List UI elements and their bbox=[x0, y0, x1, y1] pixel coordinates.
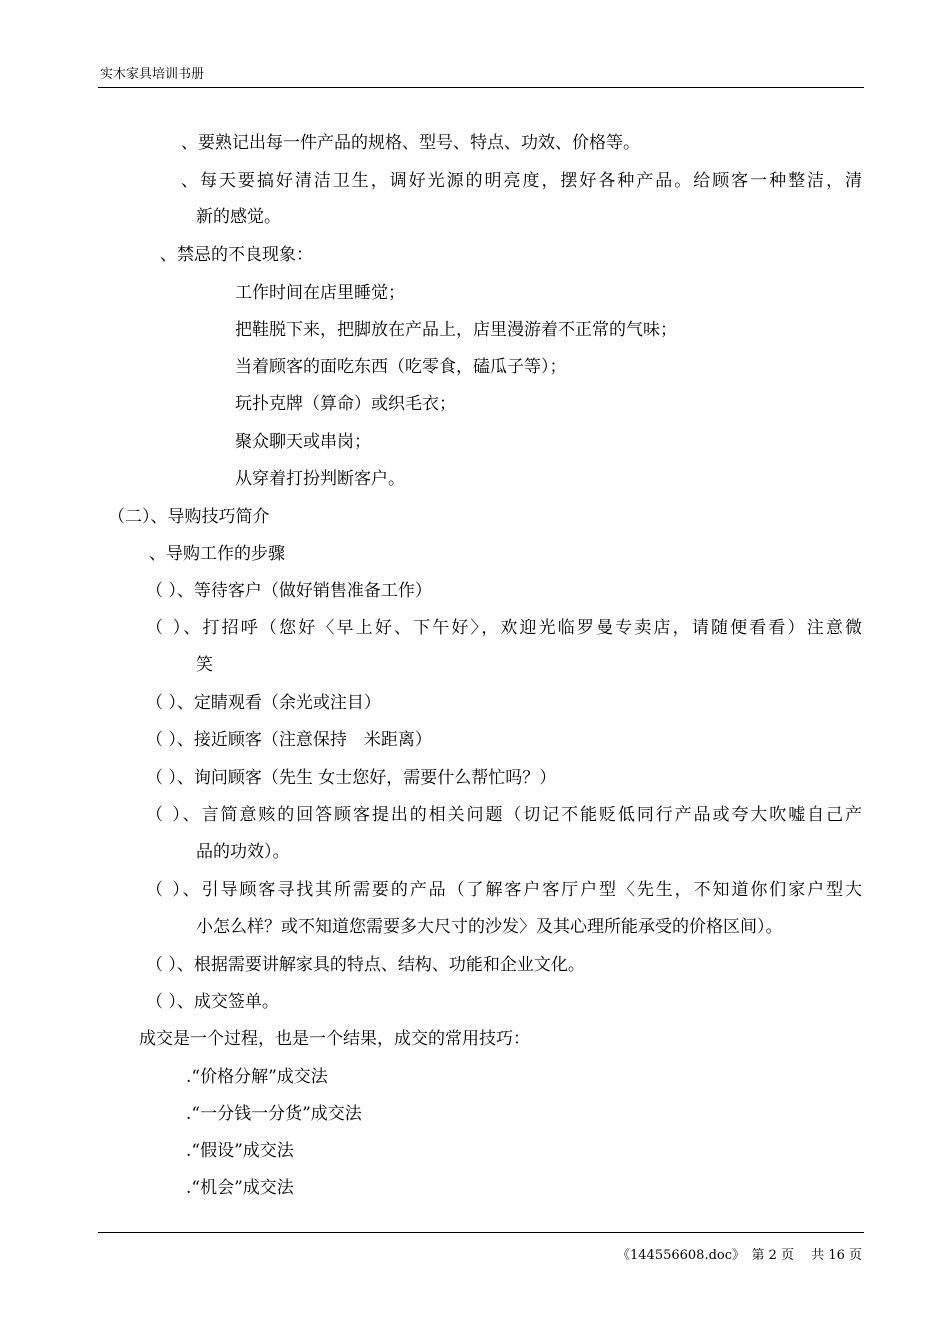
section-heading: （二）、导购技巧简介 bbox=[108, 507, 270, 527]
footer-rule bbox=[98, 1232, 864, 1233]
text-line: 笑 bbox=[196, 655, 213, 675]
text-line: 、要熟记出每一件产品的规格、型号、特点、功效、价格等。 bbox=[181, 133, 640, 153]
text-line: 小怎么样？或不知道您需要多大尺寸的沙发〉及其心理所能承受的价格区间）。 bbox=[196, 917, 783, 937]
text-line: 品的功效）。 bbox=[196, 842, 290, 862]
text-line: （ ）、言简意赅的回答顾客提出的相关问题（切记不能贬低同行产品或夸大吹嘘自己产 bbox=[146, 805, 862, 825]
text-line: （ ）、定睛观看（余光或注目） bbox=[146, 693, 381, 713]
text-line: 当着顾客的面吃东西（吃零食，磕瓜子等）； bbox=[235, 357, 567, 377]
text-line: （ ）、引导顾客寻找其所需要的产品（了解客户客厅户型〈先生，不知道你们家户型大 bbox=[146, 880, 862, 900]
header-title: 实木家具培训书册 bbox=[100, 67, 205, 82]
header-rule bbox=[98, 87, 864, 88]
text-line: 新的感觉。 bbox=[196, 207, 281, 227]
text-line: 成交是一个过程，也是一个结果，成交的常用技巧： bbox=[139, 1029, 530, 1049]
text-line: 从穿着打扮判断客户。 bbox=[235, 469, 405, 489]
text-line: 、禁忌的不良现象： bbox=[160, 245, 313, 265]
page-footer: 《144556608.doc》 第 2 页 共 16 页 bbox=[617, 1248, 862, 1263]
text-line: （ ）、等待客户（做好销售准备工作） bbox=[146, 581, 432, 601]
text-line: 、导购工作的步骤 bbox=[149, 544, 285, 564]
text-line: 把鞋脱下来，把脚放在产品上，店里漫游着不正常的气味； bbox=[235, 320, 677, 340]
list-item: .“假设”成交法 bbox=[186, 1141, 294, 1161]
text-line: （ ）、成交签单。 bbox=[146, 992, 279, 1012]
text-line: （ ）、询问顾客（先生 女士您好，需要什么帮忙吗？） bbox=[146, 768, 557, 788]
text-line: 工作时间在店里睡觉； bbox=[235, 283, 405, 303]
text-line: （ ）、打招呼（您好〈早上好、下午好〉，欢迎光临罗曼专卖店，请随便看看）注意微 bbox=[146, 618, 862, 638]
text-line: 玩扑克牌（算命）或织毛衣； bbox=[235, 394, 456, 414]
text-line: 聚众聊天或串岗； bbox=[235, 432, 371, 452]
text-line: 、每天要搞好清洁卫生，调好光源的明亮度，摆好各种产品。给顾客一种整洁，清 bbox=[181, 171, 862, 191]
list-item: .“机会”成交法 bbox=[186, 1178, 294, 1198]
list-item: .“价格分解”成交法 bbox=[186, 1067, 328, 1087]
list-item: .“一分钱一分货”成交法 bbox=[186, 1104, 362, 1124]
text-line: （ ）、根据需要讲解家具的特点、结构、功能和企业文化。 bbox=[146, 955, 585, 975]
text-line: （ ）、接近顾客（注意保持 米距离） bbox=[146, 730, 432, 750]
